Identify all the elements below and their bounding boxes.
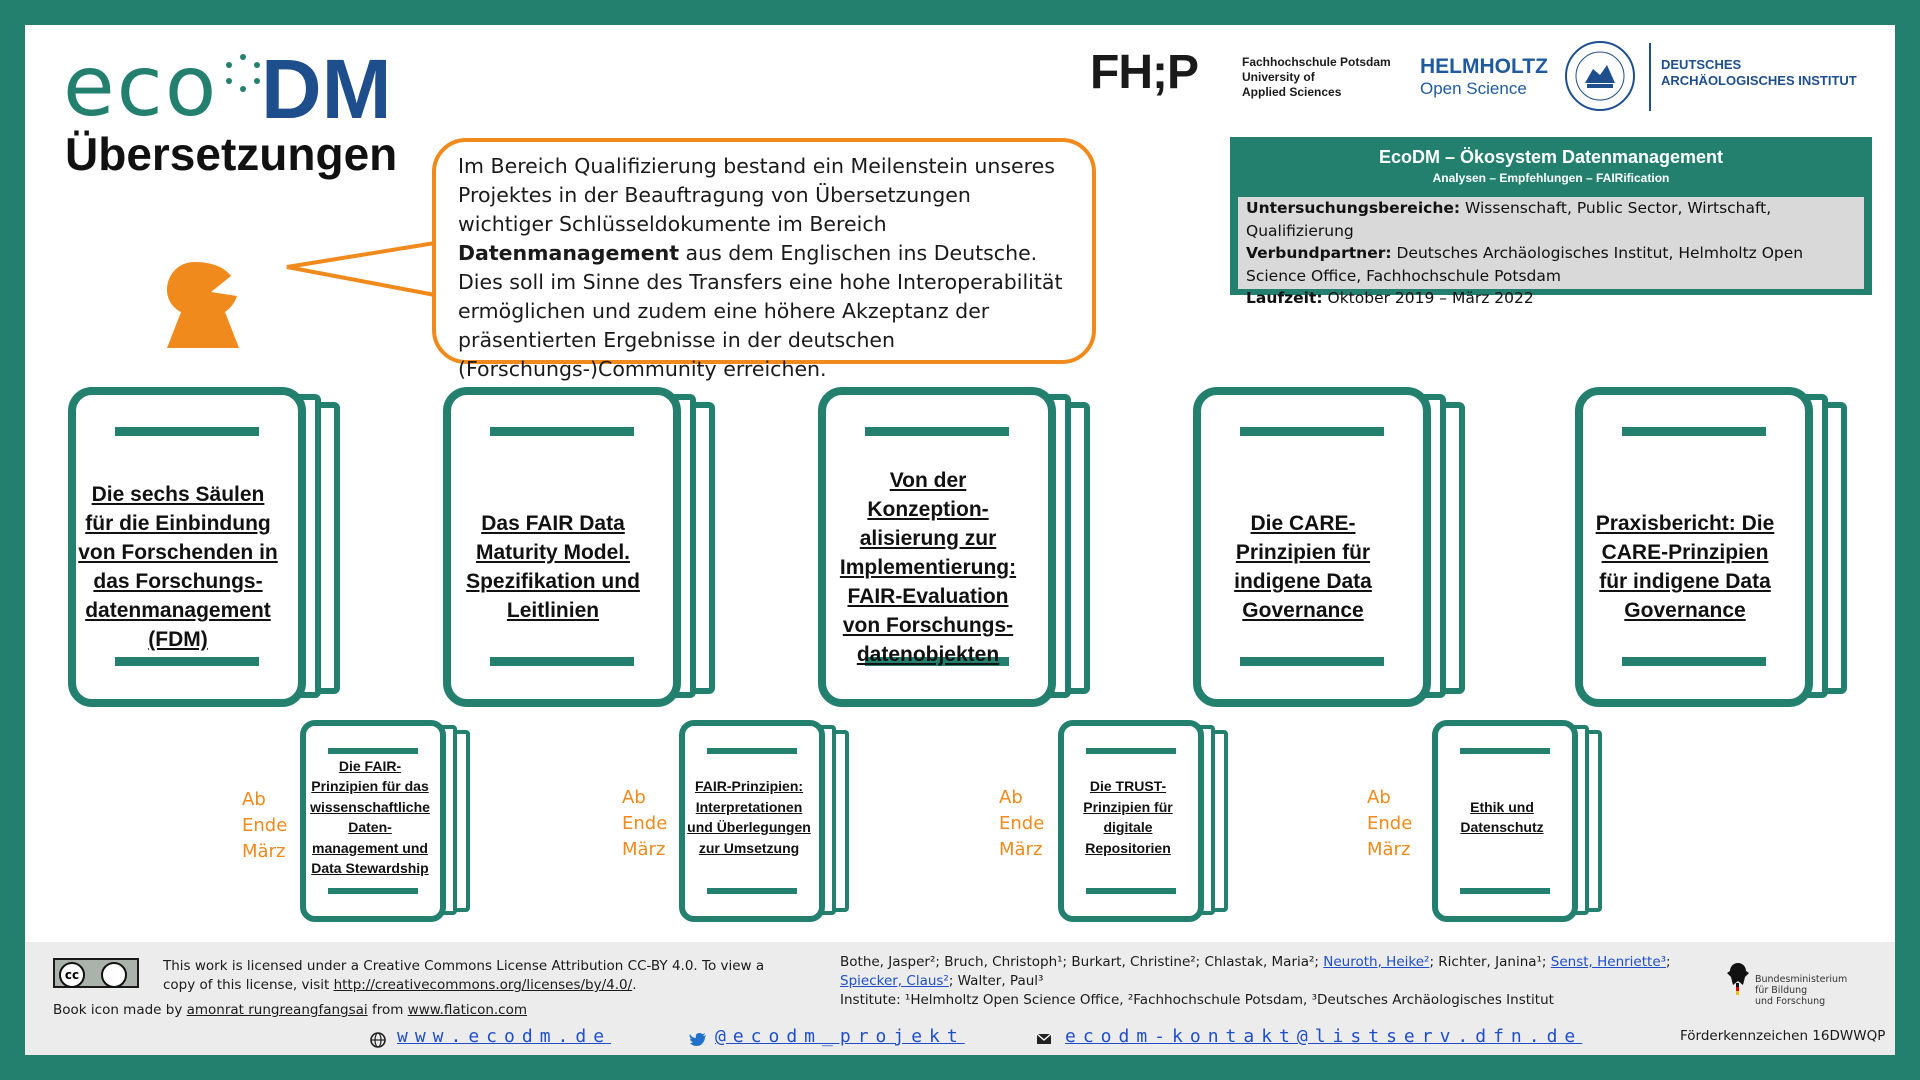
logo-dots-icon xyxy=(223,53,263,93)
book-trust-principles[interactable] xyxy=(1058,720,1238,922)
availability-label xyxy=(999,785,1044,863)
book-fair-evaluation[interactable] xyxy=(818,387,1098,707)
book-title: Die sechs Säulen für die Einbindung von Forschenden in das Forschungs-datenmanagement (FDM) xyxy=(78,483,278,651)
book-six-pillars[interactable] xyxy=(68,387,348,707)
bmbf-line: für Bildung xyxy=(1755,985,1808,996)
helmholtz-subtitle: Open Science xyxy=(1420,79,1527,98)
book-fair-maturity-model[interactable] xyxy=(443,387,723,707)
book-care-praxisbericht[interactable] xyxy=(1575,387,1855,707)
book-title: Die CARE-Prinzipien für indigene Data Governance xyxy=(1234,512,1372,622)
fh-mark: FH;P xyxy=(1090,46,1198,99)
license-text: This work is licensed under a Creative Commons License Attribution CC-BY 4.0. To view a copy of this license, visit http://creativecommons.org/licenses/by/4.0/. xyxy=(163,958,765,993)
bmbf-text xyxy=(1755,974,1847,1007)
person-icon xyxy=(165,260,245,350)
book-title: Von der Konzeption-alisierung zur Implementierung: FAIR-Evaluation von Forschungs-datenobjekten xyxy=(839,468,1017,666)
helmholtz-logo xyxy=(1420,55,1548,99)
institutes-line: Institute: ¹Helmholtz Open Science Office, ²Fachhochschule Potsdam, ³Deutsches Archäologisches Institut xyxy=(840,992,1554,1008)
book-care-principles[interactable] xyxy=(1193,387,1473,707)
footer xyxy=(25,942,1895,1055)
twitter-link[interactable]: @ecodm_projekt xyxy=(715,1026,965,1047)
availability-line: Ab xyxy=(1367,787,1391,808)
dai-line: DEUTSCHES xyxy=(1661,57,1742,72)
twitter-bird-icon xyxy=(689,1032,707,1048)
infobox-row-duration: Laufzeit: Oktober 2019 – März 2022 xyxy=(1246,289,1534,307)
infobox-row-partners: Verbundpartner: Deutsches Archäologisches Institut, Helmholtz Open Science Office, Fachhochschule Potsdam xyxy=(1246,244,1804,285)
dai-separator xyxy=(1649,43,1651,111)
book-fair-principles[interactable] xyxy=(300,720,480,922)
infobox-subheading: Analysen – Empfehlungen – FAIRification xyxy=(1432,171,1670,185)
license-link[interactable]: http://creativecommons.org/licenses/by/4.0/ xyxy=(333,977,633,993)
book-title: Die FAIR-Prinzipien für das wissenschaftliche Daten-management und Data Stewardship xyxy=(310,757,430,876)
author-link[interactable]: Spiecker, Claus² xyxy=(840,973,949,989)
speech-tail xyxy=(283,235,443,315)
bmbf-logo xyxy=(1725,957,1848,1007)
speech-text: Im Bereich Qualifizierung bestand ein Meilenstein unseres Projektes in der Beauftragung von Übersetzungen wichtiger Schlüsseldokumente im Bereich Datenmanagement aus dem Englischen ins Deutsche. Dies soll im Sinne des Transfers eine hohe Interoperabilität ermöglichen und zudem eine höhere Akzeptanz der präsentierten Ergebnisse in der deutschen (Forschungs-)Community erreichen. xyxy=(458,154,1063,381)
book-ethics-privacy[interactable] xyxy=(1432,720,1612,922)
availability-line: Ende xyxy=(242,815,288,836)
availability-line: März xyxy=(622,839,666,860)
book-title: Ethik und Datenschutz xyxy=(1460,798,1544,835)
infobox-body xyxy=(1238,197,1864,307)
authors-line: Spiecker, Claus²; Walter, Paul³ xyxy=(840,973,1044,989)
flaticon-link[interactable]: www.flaticon.com xyxy=(407,1002,528,1018)
authors-block xyxy=(840,953,1680,1010)
speech-bubble xyxy=(432,138,1096,381)
fh-text-line: Fachhochschule Potsdam xyxy=(1242,55,1391,69)
bmbf-line: Bundesministerium xyxy=(1755,974,1848,985)
logo-dm: DM xyxy=(261,42,392,136)
bmbf-line: und Forschung xyxy=(1755,996,1826,1007)
page-title: Übersetzungen xyxy=(65,128,398,180)
fh-text xyxy=(1242,55,1391,100)
author-link[interactable]: Senst, Henriette³ xyxy=(1550,954,1667,970)
project-infobox xyxy=(1230,137,1872,307)
infobox-row-areas: Untersuchungsbereiche: Wissenschaft, Public Sector, Wirtschaft, Qualifizierung xyxy=(1246,199,1772,240)
availability-line: März xyxy=(242,841,286,862)
website-link[interactable]: www.ecodm.de xyxy=(397,1026,612,1047)
poster xyxy=(25,25,1895,1055)
globe-icon xyxy=(370,1032,386,1048)
federal-eagle-icon xyxy=(1725,957,1751,997)
book-title: Die TRUST-Prinzipien für digitale Repositorien xyxy=(1083,778,1173,856)
availability-line: Ab xyxy=(999,787,1023,808)
fh-potsdam-logo xyxy=(1090,45,1391,100)
cc-by-badge[interactable] xyxy=(53,958,139,988)
book-icon-credit: Book icon made by amonrat rungreangfangsai from www.flaticon.com xyxy=(53,1002,528,1018)
book-title: Das FAIR Data Maturity Model. Spezifikation und Leitlinien xyxy=(466,512,640,622)
availability-line: Ab xyxy=(242,789,266,810)
infobox-heading: EcoDM – Ökosystem Datenmanagement xyxy=(1378,147,1724,167)
book-fair-interpretations[interactable] xyxy=(679,720,859,922)
availability-line: März xyxy=(1367,839,1411,860)
fh-text-line: University of xyxy=(1242,70,1315,84)
cc-icon: cc xyxy=(59,962,85,988)
by-person-icon xyxy=(101,962,127,988)
mail-link[interactable]: ecodm-kontakt@listserv.dfn.de xyxy=(1065,1026,1583,1047)
availability-line: Ende xyxy=(622,813,668,834)
book-title: Praxisbericht: Die CARE-Prinzipien für indigene Data Governance xyxy=(1595,512,1775,622)
dai-line: ARCHÄOLOGISCHES INSTITUT xyxy=(1661,73,1857,88)
icon-author-link[interactable]: amonrat rungreangfangsai xyxy=(186,1002,368,1018)
helmholtz-title: HELMHOLTZ xyxy=(1420,55,1548,78)
logo-eco: eco xyxy=(63,37,219,135)
authors-line: Bothe, Jasper²; Bruch, Christoph¹; Burkart, Christine²; Chlastak, Maria²; Neuroth, Heike²; Richter, Janina¹; Senst, Henriette³; xyxy=(840,954,1671,970)
contact-links xyxy=(25,1026,1895,1052)
fh-text-line: Applied Sciences xyxy=(1242,85,1342,99)
availability-line: März xyxy=(999,839,1043,860)
availability-line: Ende xyxy=(1367,813,1413,834)
availability-line: Ende xyxy=(999,813,1045,834)
author-link[interactable]: Neuroth, Heike² xyxy=(1323,954,1430,970)
funding-code: Förderkennzeichen 16DWWQP xyxy=(1680,1028,1886,1044)
mail-icon xyxy=(1036,1032,1052,1046)
availability-line: Ab xyxy=(622,787,646,808)
dai-seal-icon xyxy=(1563,39,1637,113)
dai-logo-text xyxy=(1661,57,1857,89)
availability-label xyxy=(1367,785,1412,863)
availability-label xyxy=(622,785,667,863)
availability-label xyxy=(242,787,287,865)
book-title: FAIR-Prinzipien: Interpretationen und Überlegungen zur Umsetzung xyxy=(687,778,811,856)
